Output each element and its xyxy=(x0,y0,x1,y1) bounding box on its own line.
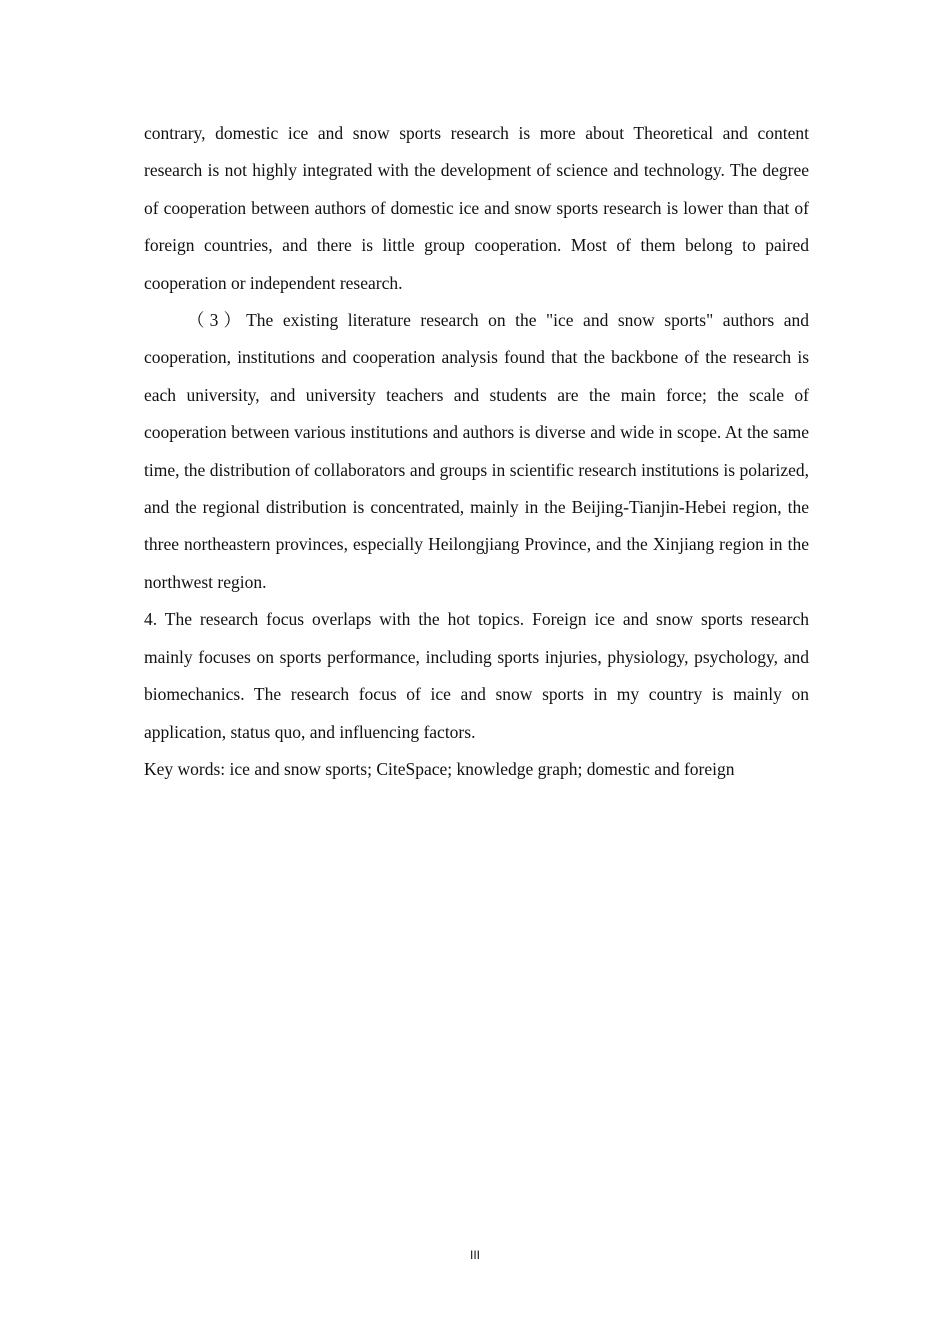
keywords-line: Key words: ice and snow sports; CiteSpace; knowledge graph; domestic and foreign xyxy=(144,758,735,779)
paragraph-point-4: 4. The research focus overlaps with the hot topics. Foreign ice and snow sports research mainly focuses on sports performance, including sports injuries, physiology, psychology, and biomechanics. The research focus of ice and snow sports in my country is mainly on application, status quo, and influencing factors. xyxy=(144,609,809,742)
document-body xyxy=(144,115,809,788)
paragraph-point-3: （3）The existing literature research on the "ice and snow sports" authors and cooperation, institutions and cooperation analysis found that the backbone of the research is each university, and university teachers and students are the main force; the scale of cooperation between various institutions and authors is diverse and wide in scope. At the same time, the distribution of collaborators and groups in scientific research institutions is polarized, and the regional distribution is concentrated, mainly in the Beijing-Tianjin-Hebei region, the three northeastern provinces, especially Heilongjiang Province, and the Xinjiang region in the northwest region. xyxy=(144,310,809,592)
paragraph-continuation: contrary, domestic ice and snow sports research is more about Theoretical and content research is not highly integrated with the development of science and technology. The degree of cooperation between authors of domestic ice and snow sports research is lower than that of foreign countries, and there is little group cooperation. Most of them belong to paired cooperation or independent research. xyxy=(144,123,809,293)
page-number: III xyxy=(469,1248,480,1262)
